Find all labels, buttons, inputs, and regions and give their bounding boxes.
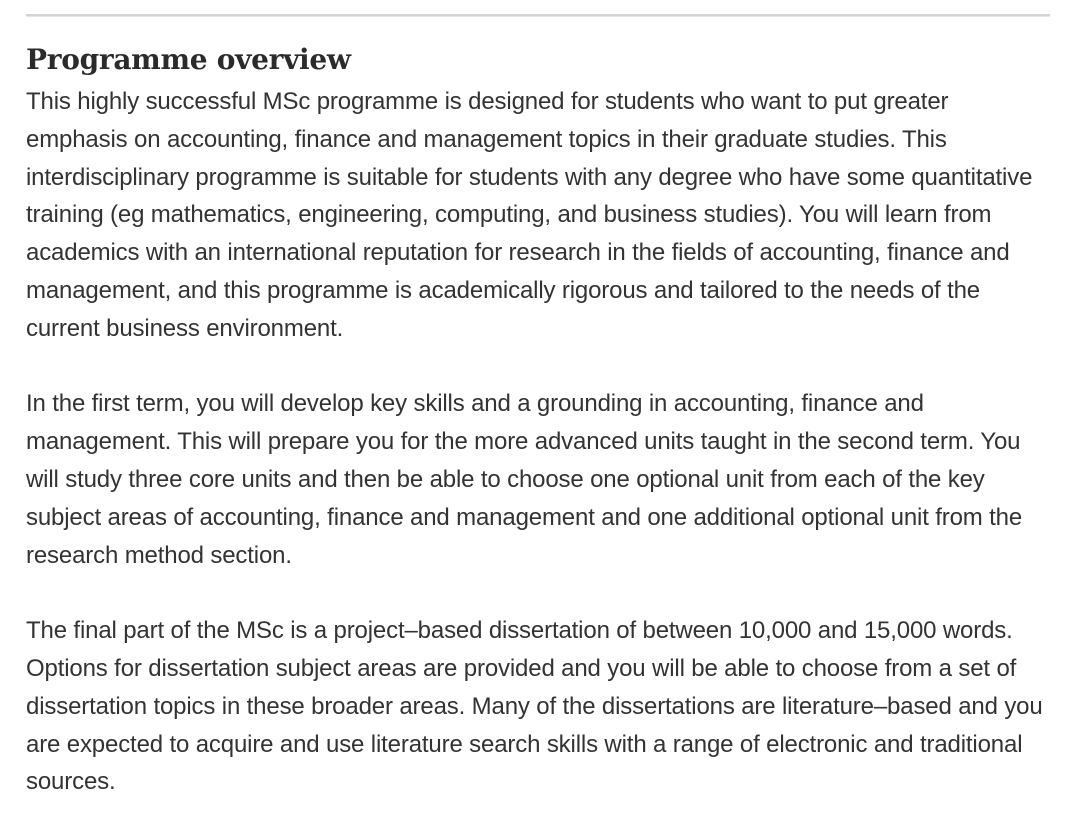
programme-overview-section xyxy=(26,0,1050,801)
section-heading: Programme overview xyxy=(26,43,351,76)
overview-paragraph-1: This highly successful MSc programme is designed for students who want to put greater emphasis on accounting, finance and management topics in their graduate studies. This interdisciplinary programme is suitable for students with any degree who have some quantitative training (eg mathematics, engineering, computing, and business studies). You will learn from academics with an international reputation for research in the fields of accounting, finance and management, and this programme is academically rigorous and tailored to the needs of the current business environment. xyxy=(26,88,1033,342)
overview-paragraph-3: The final part of the MSc is a project–based dissertation of between 10,000 and 15,000 words. Options for dissertation subject areas are provided and you will be able to choose from a set of dissertation topics in these broader areas. Many of the dissertations are literature–based and you are expected to acquire and use literature search skills with a range of electronic and traditional sources. xyxy=(26,617,1043,796)
overview-paragraph-2: In the first term, you will develop key skills and a grounding in accounting, finance and management. This will prepare you for the more advanced units taught in the second term. You will study three core units and then be able to choose one optional unit from each of the key subject areas of accounting, finance and management and one additional optional unit from the research method section. xyxy=(26,390,1023,569)
section-divider xyxy=(26,14,1050,17)
